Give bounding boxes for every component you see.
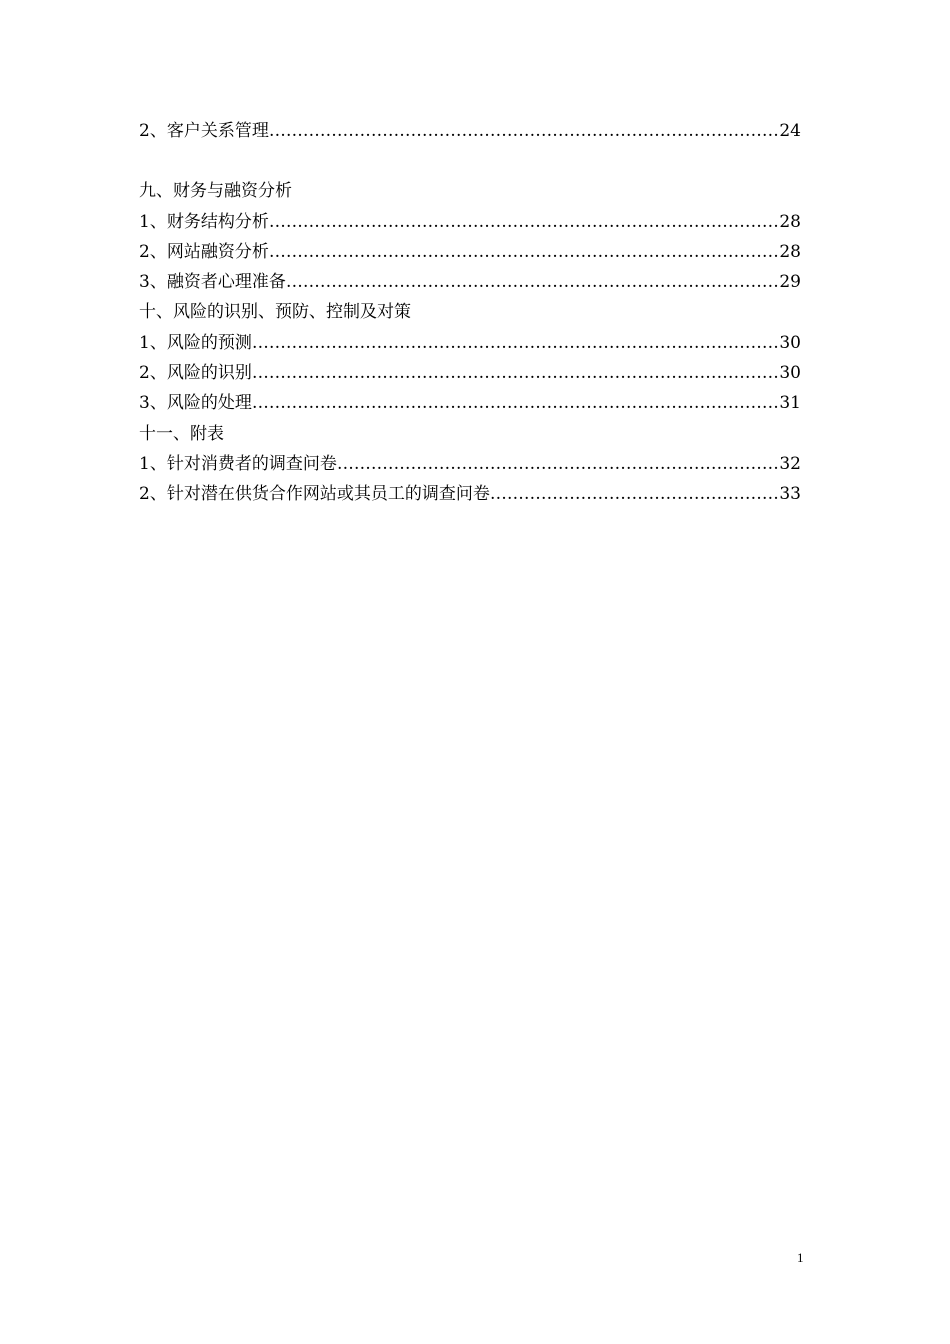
toc-entry-page: 32 (779, 453, 801, 474)
toc-entry-label: 3、风险的处理 (139, 393, 252, 414)
toc-entry-page: 30 (779, 363, 801, 384)
toc-entry-label: 1、风险的预测 (139, 332, 252, 353)
toc-leader-dots (252, 358, 779, 388)
toc-leader-dots (337, 449, 779, 479)
toc-entry-customer-relationship (139, 116, 801, 146)
toc-heading-risk (139, 297, 801, 327)
toc-leader-dots (252, 328, 779, 358)
toc-heading-label: 九、财务与融资分析 (139, 181, 292, 202)
toc-entry-label: 2、针对潜在供货合作网站或其员工的调查问卷 (139, 484, 490, 505)
toc-heading-finance (139, 176, 801, 206)
toc-entry-website-financing (139, 237, 801, 267)
table-of-contents (139, 116, 801, 510)
toc-leader-dots (269, 237, 779, 267)
toc-entry-risk-handling (139, 388, 801, 418)
toc-entry-label: 1、针对消费者的调查问卷 (139, 453, 337, 474)
toc-heading-label: 十、风险的识别、预防、控制及对策 (139, 302, 411, 323)
toc-entry-label: 1、财务结构分析 (139, 211, 269, 232)
toc-leader-dots (252, 388, 779, 418)
toc-entry-page: 28 (779, 241, 801, 262)
toc-leader-dots (269, 207, 779, 237)
toc-entry-page: 29 (779, 272, 801, 293)
toc-entry-label: 2、风险的识别 (139, 363, 252, 384)
page-number: 1 (797, 1250, 804, 1265)
toc-leader-dots (269, 116, 779, 146)
toc-entry-page: 31 (779, 393, 801, 414)
toc-entry-risk-prediction (139, 328, 801, 358)
toc-entry-page: 28 (779, 211, 801, 232)
toc-entry-supplier-survey (139, 479, 801, 509)
toc-entry-consumer-survey (139, 449, 801, 479)
toc-leader-dots (490, 479, 779, 509)
toc-entry-label: 2、客户关系管理 (139, 121, 269, 141)
toc-entry-label: 2、网站融资分析 (139, 241, 269, 262)
toc-entry-risk-identification (139, 358, 801, 388)
toc-entry-page: 24 (779, 121, 801, 141)
toc-entry-page: 33 (779, 484, 801, 505)
toc-entry-page: 30 (779, 332, 801, 353)
toc-heading-label: 十一、附表 (139, 423, 224, 444)
toc-entry-label: 3、融资者心理准备 (139, 272, 286, 293)
toc-heading-appendix (139, 419, 801, 449)
toc-entry-financier-preparation (139, 267, 801, 297)
toc-entry-financial-structure (139, 207, 801, 237)
toc-leader-dots (286, 267, 779, 297)
